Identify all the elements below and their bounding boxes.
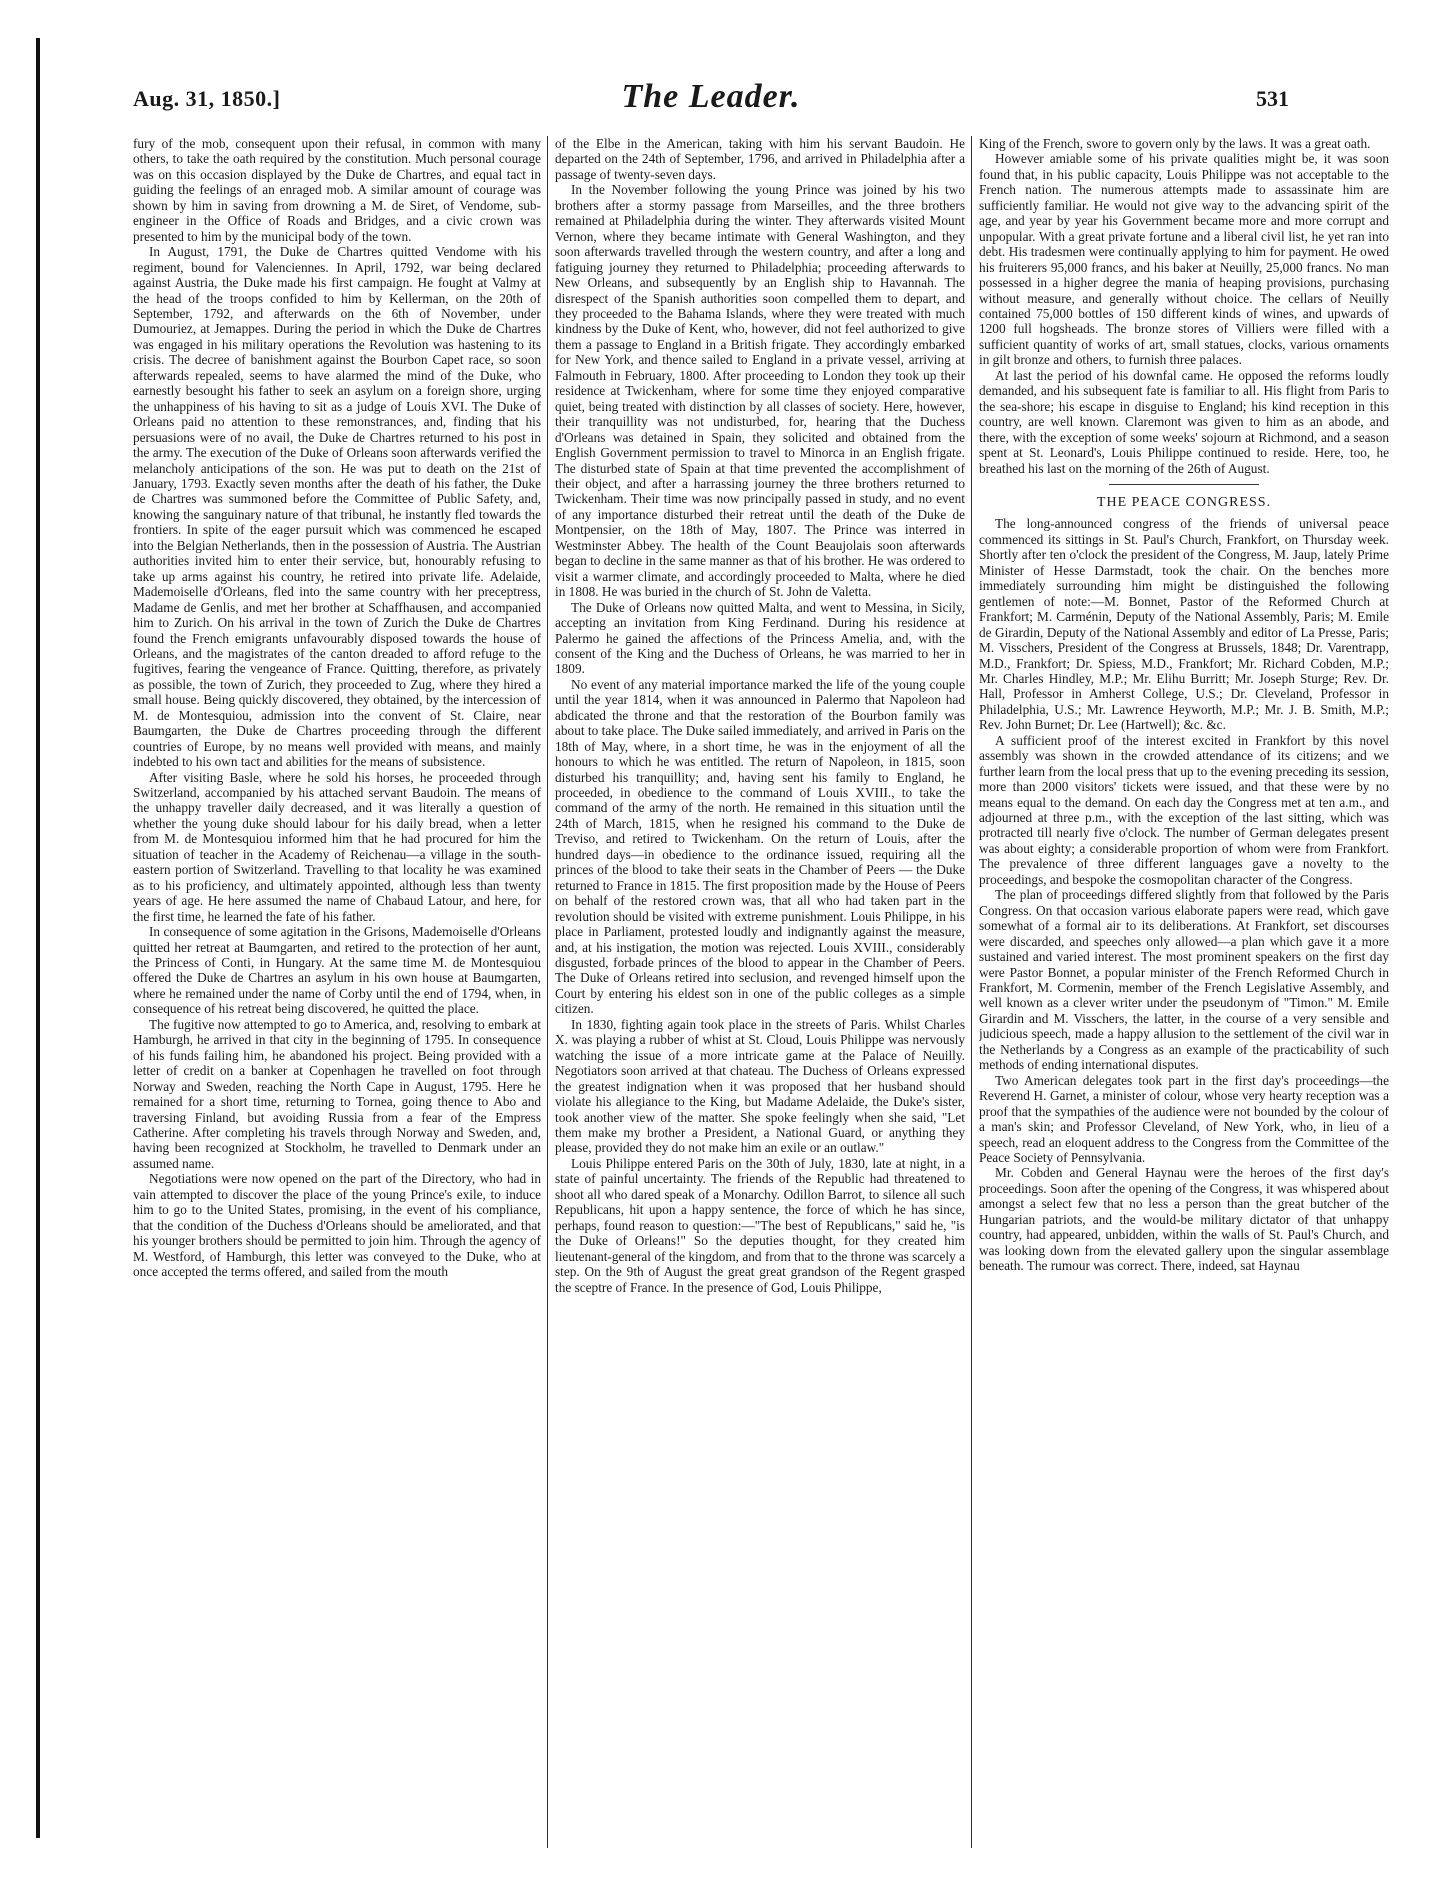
paragraph: A sufficient proof of the interest excited in Frankfort by this novel assembly was shown in the crowded attendance of its citizens; and we further learn from the local press that up to the evening preceding its session, more than 2000 visitors' tickets were issued, and that these were by no means equal to the demand. On each day the Congress met at ten a.m., and adjourned at three p.m., with the exception of the last sitting, which was protracted till nearly five o'clock. The number of German delegates present was about eighty; a considerable proportion of whom were from Frankfort. The prevalence of three different languages gave a novelty to the proceedings, and bespoke the cosmopolitan character of the Congress. [979, 732, 1389, 887]
paragraph: The fugitive now attempted to go to America, and, resolving to embark at Hamburgh, he arrived in that city in the beginning of 1795. In consequence of his funds failing him, he abandoned his project. Being provided with a letter of credit on a banker at Copenhagen he travelled on foot through Norway and Sweden, reaching the North Cape in August, 1795. Here he remained for a short time, returning to Tornea, going thence to Abo and traversing Finland, but avoiding Russia from a fear of the Empress Catherine. After completing his travels through Norway and Sweden, and, having been recognized at Stockholm, he travelled to Denmark under an assumed name. [133, 1016, 541, 1171]
column-2 [555, 136, 965, 1848]
paragraph: In August, 1791, the Duke de Chartres quitted Vendome with his regiment, bound for Valenciennes. In April, 1792, war being declared against Austria, the Duke made his first campaign. He fought at Valmy at the head of the troops confided to him by Kellerman, on the 20th of September, 1792, and afterwards on the 6th of November, under Dumouriez, at Jemappes. During the period in which the Duke de Chartres was engaged in his military operations the Revolution was hastening to its crisis. The decree of banishment against the Bourbon Capet race, so soon afterwards repealed, seems to have alarmed the mind of the Duke, who earnestly besought his father to seek an asylum on a foreign shore, urging the unhappiness of his having to sit as a judge of Louis XVI. The Duke of Orleans paid no attention to these remonstrances, and, finding that his persuasions were of no avail, the Duke de Chartres returned to his post in the army. The execution of the Duke of Orleans soon afterwards verified the melancholy anticipations of the son. He was put to death on the 21st of January, 1793. Exactly seven months after the death of his father, the Duke de Chartres was summoned before the Committee of Public Safety, and, knowing the sanguinary nature of that tribunal, he instantly fled towards the frontiers. In spite of the eager pursuit which was commenced he escaped into the Belgian Netherlands, then in the possession of Austria. The Austrian authorities invited him to enter their service, but, honourably refusing to take up arms against his country, he retired into private life. Adelaide, Mademoiselle d'Orleans, fled into the same country with her preceptress, Madame de Genlis, and met her brother at Schaffhausen, and accompanied him to Zurich. On his arrival in the town of Zurich the Duke de Chartres found the French emigrants unfavourably disposed towards the house of Orleans, and the magistrates of the canton dreaded to afford refuge to the fugitives, fearing the vengeance of France. Quitting, therefore, as privately as possible, the town of Zurich, they proceeded to Zug, where they hired a small house. Being quickly discovered, they obtained, by the intercession of M. de Montesquiou, admission into the convent of St. Claire, near Baumgarten, the Duke de Chartres proceeding through the different countries of Europe, by no means well provided with means, and mainly indebted to his own tact and abilities for the means of subsistence. [133, 244, 541, 770]
paragraph: The long-announced congress of the friends of universal peace commenced its sittings in St. Paul's Church, Frankfort, on Thursday week. Shortly after ten o'clock the president of the Congress, M. Jaup, lately Prime Minister of Hesse Darmstadt, took the chair. On the benches more immediately surrounding him might be distinguished the following gentlemen of note:—M. Bonnet, Pastor of the Reformed Church at Frankfort; M. Carménin, Deputy of the National Assembly, Paris; M. Emile de Girardin, Deputy of the National Assembly and editor of La Presse, Paris; M. Visschers, President of the Congress at Brussels, 1848; Dr. Varentrapp, M.D., Frankfort; Dr. Spiess, M.D., Frankfort; Mr. Richard Cobden, M.P.; Mr. Charles Hindley, M.P.; Mr. Elihu Burritt; Mr. Joseph Sturge; Rev. Dr. Hall, Professor in Amherst College, U.S.; Dr. Cleveland, Professor in Philadelphia, U.S.; Mr. Lawrence Heyworth, M.P.; Mr. J. B. Smith, M.P.; Rev. John Burnet; Dr. Lee (Hartwell); &c. &c. [979, 516, 1389, 733]
paragraph: Negotiations were now opened on the part of the Directory, who had in vain attempted to discover the place of the young Prince's exile, to induce him to go to the United States, promising, in the event of his compliance, that the condition of the Duchess d'Orleans should be ameliorated, and that his younger brothers should be permitted to join him. Through the agency of M. Westford, of Hamburgh, this letter was conveyed to the Duke, who at once accepted the terms offered, and sailed from the mouth [133, 1171, 541, 1280]
paragraph: In the November following the young Prince was joined by his two brothers after a stormy passage from Marseilles, and the three brothers remained at Philadelphia during the winter. They afterwards visited Mount Vernon, where they became intimate with General Washington, and they soon afterwards travelled through the western country, and after a long and fatiguing journey they returned to Philadelphia; proceeding afterwards to New Orleans, and subsequently by an English ship to Havannah. The disrespect of the Spanish authorities soon compelled them to depart, and they proceeded to the Bahama Islands, where they were treated with much kindness by the Duke of Kent, who, however, did not feel authorized to give them a passage to England in a British frigate. They accordingly embarked for New York, and thence sailed to England in a private vessel, arriving at Falmouth in February, 1800. After proceeding to London they took up their residence at Twickenham, where for some time they enjoyed comparative quiet, being treated with distinction by all classes of society. Here, however, their tranquillity was not undisturbed, for, hearing that the Duchess d'Orleans was detained in Spain, they solicited and obtained from the English Government permission to travel to Minorca in an English frigate. The disturbed state of Spain at that time prevented the accomplishment of their object, and after a harrassing journey the three brothers returned to Twickenham. Their time was now principally passed in study, and no event of any importance disturbed their retreat until the death of the Duke de Montpensier, on the 18th of May, 1807. The Prince was interred in Westminster Abbey. The health of the Count Beaujolais soon afterwards began to decline in the same manner as that of his brother. He was ordered to visit a warmer climate, and accordingly proceeded to Malta, where he died in 1808. He was buried in the church of St. John de Valetta. [555, 182, 965, 600]
issue-date: Aug. 31, 1850.] [133, 86, 281, 111]
column-3 [979, 136, 1389, 1848]
paragraph: In 1830, fighting again took place in the streets of Paris. Whilst Charles X. was playing a rubber of whist at St. Cloud, Louis Philippe was nervously watching the issue of a more intricate game at the Palace of Neuilly. Negotiators soon arrived at that chateau. The Duchess of Orleans expressed the greatest indignation when it was proposed that her husband should violate his allegiance to the King, but Madame Adelaide, the Duke's sister, took another view of the matter. She spoke feelingly when she said, "Let them make my brother a President, a National Guard, or anything they please, provided they do not make him an exile or an outlaw." [555, 1016, 965, 1156]
section-heading: THE PEACE CONGRESS. [1096, 494, 1272, 510]
paragraph: The plan of proceedings differed slightly from that followed by the Paris Congress. On that occasion various elaborate papers were read, which gave somewhat of a formal air to its deliberations. At Frankfort, set discourses were discarded, and speeches only allowed—a plan which gave it a more sustained and varied interest. The most prominent speakers on the first day were Pastor Bonnet, a popular minister of the French Reformed Church in Frankfort, M. Cormenin, member of the French Legislative Assembly, and well known as a clever writer under the pseudonym of "Timon." M. Emile Girardin and M. Visschers, the latter, in the course of a very sensible and judicious speech, made a happy allusion to the settlement of the civil war in the Netherlands by a Congress as an example of the practicability of such methods of ending international disputes. [979, 887, 1389, 1073]
section-separator [1109, 484, 1259, 485]
paragraph: No event of any material importance marked the life of the young couple until the year 1814, when it was announced in Palermo that Napoleon had abdicated the throne and that the restoration of the Bourbon family was about to take place. The Duke sailed immediately, and arrived in Paris on the 18th of May, where, in a short time, he was in the enjoyment of all the honours to which he was entitled. The return of Napoleon, in 1815, soon disturbed his tranquillity; and, having sent his family to England, he proceeded, in obedience to the command of Louis XVIII., to take the command of the army of the north. He remained in this situation until the 24th of March, 1815, when he resigned his command to the Duke de Treviso, and retired to Twickenham. On the return of Louis, after the hundred days—in obedience to the ordinance issued, requiring all the princes of the blood to take their seats in the Chamber of Peers — the Duke returned to France in 1815. The first proposition made by the House of Peers on behalf of the restored crown was, that all who had taken part in the revolution should be visited with extreme punishment. Louis Philippe, in his place in Parliament, protested loudly and indignantly against the measure, and, at his instigation, the motion was rejected. Louis XVIII., considerably disgusted, forbade princes of the blood to appear in the Chamber of Peers. The Duke of Orleans retired into seclusion, and revenged himself upon the Court by entering his eldest son in one of the public colleges as a simple citizen. [555, 676, 965, 1017]
paragraph: In consequence of some agitation in the Grisons, Mademoiselle d'Orleans quitted her retreat at Baumgarten, and retired to the protection of her aunt, the Princess of Conti, in Hungary. At the same time M. de Montesquiou offered the Duke de Chartres an asylum in his own house at Baumgarten, where he remained under the name of Corby until the end of 1794, when, in consequence of his retreat being discovered, he quitted the place. [133, 924, 541, 1017]
column-1 [133, 136, 541, 1848]
paragraph: At last the period of his downfal came. He opposed the reforms loudly demanded, and his subsequent fate is familiar to all. His flight from Paris to the sea-shore; his escape in disguise to England; his kind reception in this country, are well known. Claremont was given to him as an abode, and there, with the exception of some weeks' sojourn at Richmond, and a season spent at St. Leonard's, Louis Philippe continued to reside. Here, too, he breathed his last on the morning of the 26th of August. [979, 367, 1389, 476]
page-spine-shadow [36, 38, 40, 1838]
paragraph: King of the French, swore to govern only by the laws. It was a great oath. [979, 136, 1371, 151]
paragraph: The Duke of Orleans now quitted Malta, and went to Messina, in Sicily, accepting an invitation from King Ferdinand. During his residence at Palermo he gained the affections of the Princess Amelia, and, with the consent of the King and the Duchess of Orleans, he was married to her in 1809. [555, 599, 965, 677]
column-divider [971, 136, 972, 1848]
paragraph: Louis Philippe entered Paris on the 30th of July, 1830, late at night, in a state of painful uncertainty. The friends of the Republic had threatened to shoot all who dared speak of a Monarchy. Odillon Barrot, to silence all such Republicans, hit upon a happy sentence, the force of which he has since, perhaps, found reason to question:—"The best of Republicans," said he, "is the Duke of Orleans!" So the deputies thought, for they created him lieutenant-general of the kingdom, and from that to the throne was scarcely a step. On the 9th of August the great great grandson of the Regent grasped the sceptre of France. In the presence of God, Louis Philippe, [555, 1155, 965, 1295]
paragraph: of the Elbe in the American, taking with him his servant Baudoin. He departed on the 24th of September, 1796, and arrived in Philadelphia after a passage of twenty-seven days. [555, 136, 965, 182]
page-number: 531 [1256, 86, 1289, 111]
paragraph: Two American delegates took part in the first day's proceedings—the Reverend H. Garnet, a minister of colour, whose very hearty reception was a proof that the sympathies of the audience were not bounded by the colour of a man's skin; and Professor Cleveland, of New York, who, in lieu of a speech, read an eloquent address to the Congress from the Committee of the Peace Society of Pennsylvania. [979, 1072, 1389, 1165]
paragraph: After visiting Basle, where he sold his horses, he proceeded through Switzerland, accompanied by his attached servant Baudoin. The means of the unhappy traveller daily decreased, and it was literally a question of whether the young duke should labour for his daily bread, when a letter from M. de Montesquiou informed him that he had procured for him the situation of teacher in the Academy of Reichenau—a village in the south-eastern portion of Switzerland. Travelling to that locality he was examined as to his proficiency, and ultimately appointed, although less than twenty years of age. He here assumed the name of Chabaud Latour, and here, for the first time, he learned the fate of his father. [133, 769, 541, 924]
paragraph: Mr. Cobden and General Haynau were the heroes of the first day's proceedings. Soon after the opening of the Congress, it was whispered about amongst a select few that no less a person than the great butcher of the Hungarian patriots, and the would-be military dictator of that unhappy country, had appeared, unbidden, within the walls of St. Paul's Church, and was looking down from the elevated gallery upon the singular assemblage beneath. The rumour was correct. There, indeed, sat Haynau [979, 1165, 1389, 1274]
page-header [133, 78, 1289, 130]
paragraph: fury of the mob, consequent upon their refusal, in common with many others, to take the oath required by the constitution. Much personal courage was on this occasion displayed by the Duke de Chartres, and equal tact in guiding the feelings of an enraged mob. A similar amount of courage was shown by him in saving from drowning a M. de Siret, of Vendome, sub-engineer in the Office of Roads and Bridges, and a civic crown was presented to him by the municipal body of the town. [133, 136, 541, 244]
masthead-title: The Leader. [621, 78, 801, 115]
column-divider [547, 136, 548, 1848]
paragraph: However amiable some of his private qualities might be, it was soon found that, in his public capacity, Louis Philippe was not acceptable to the French nation. The numerous attempts made to assassinate him are sufficiently familiar. He would not give way to the advancing spirit of the age, and year by year his Government became more and more corrupt and unpopular. With a great private fortune and a liberal civil list, he yet ran into debt. His tradesmen were continually applying to him for payment. He owed his fruiterers 95,000 francs, and his baker at Neuilly, 25,000 francs. No man possessed in a higher degree the mania of heaping provisions, purchasing without measure, and generally without choice. The cellars of Neuilly contained 75,000 bottles of 150 different kinds of wines, and upwards of 1200 full hogsheads. The bronze stores of Villiers were filled with a sufficient quantity of works of art, small statues, clocks, various ornaments in gilt bronze and others, to furnish three palaces. [979, 151, 1389, 368]
